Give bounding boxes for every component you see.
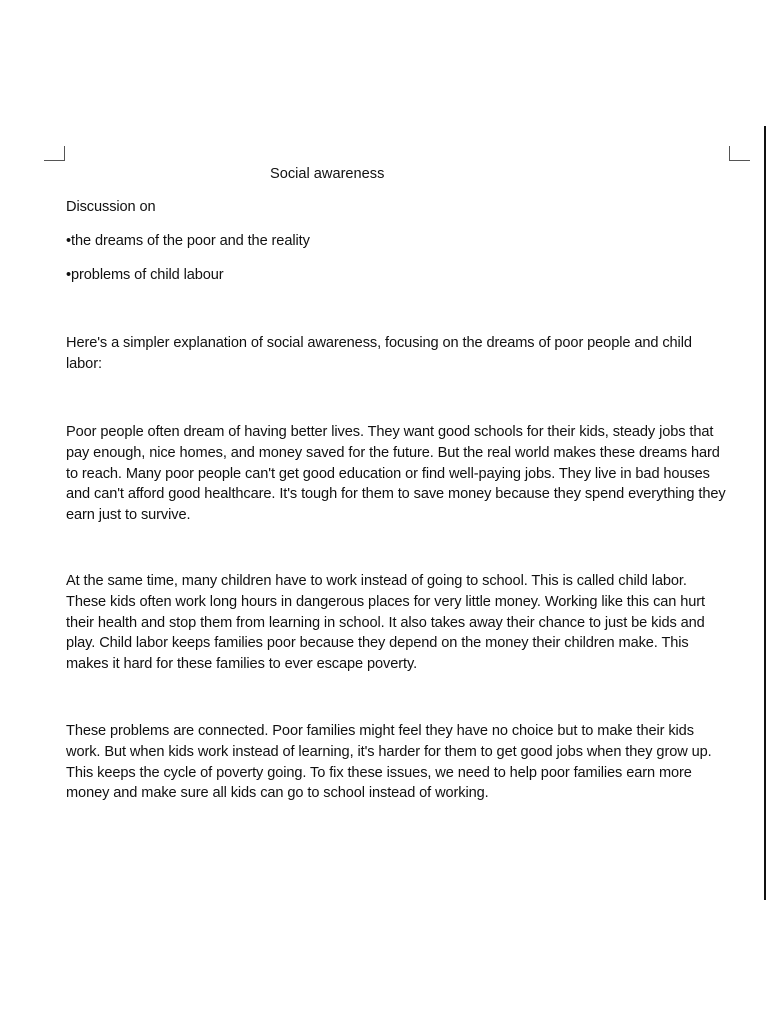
paragraph-connection: These problems are connected. Poor families might feel they have no choice but to make their kids work. But when kids work instead of learning, it's harder for them to get good jobs when they grow up. This keeps the cycle of poverty going. To fix these issues, we need to help poor families earn more money and make sure all kids can go to school instead of working. xyxy=(66,723,712,802)
intro-paragraph: Here's a simpler explanation of social awareness, focusing on the dreams of poor people and child labor: xyxy=(66,335,692,372)
page-edge-line xyxy=(764,126,766,900)
bullet-item-dreams: •the dreams of the poor and the reality xyxy=(66,233,310,249)
paragraph-dreams-of-poor: Poor people often dream of having better lives. They want good schools for their kids, steady jobs that pay enough, nice homes, and money saved for the future. But the real world makes these dreams hard to reach. Many poor people can't get good education or find well-paying jobs. They live in bad houses and can't afford good healthcare. It's tough for them to save money because they spend everything they earn just to survive. xyxy=(66,424,726,524)
left-crop-mark xyxy=(44,146,65,161)
paragraph-child-labor: At the same time, many children have to work instead of going to school. This is called child labor. These kids often work long hours in dangerous places for very little money. Working like this can hurt their health and stop them from learning in school. It also takes away their chance to just be kids and play. Child labor keeps families poor because they depend on the money their children make. This makes it hard for these families to ever escape poverty. xyxy=(66,573,705,673)
right-crop-mark xyxy=(729,146,750,161)
discussion-heading: Discussion on xyxy=(66,199,156,215)
document-title: Social awareness xyxy=(270,166,385,182)
bullet-item-child-labour: •problems of child labour xyxy=(66,267,224,283)
